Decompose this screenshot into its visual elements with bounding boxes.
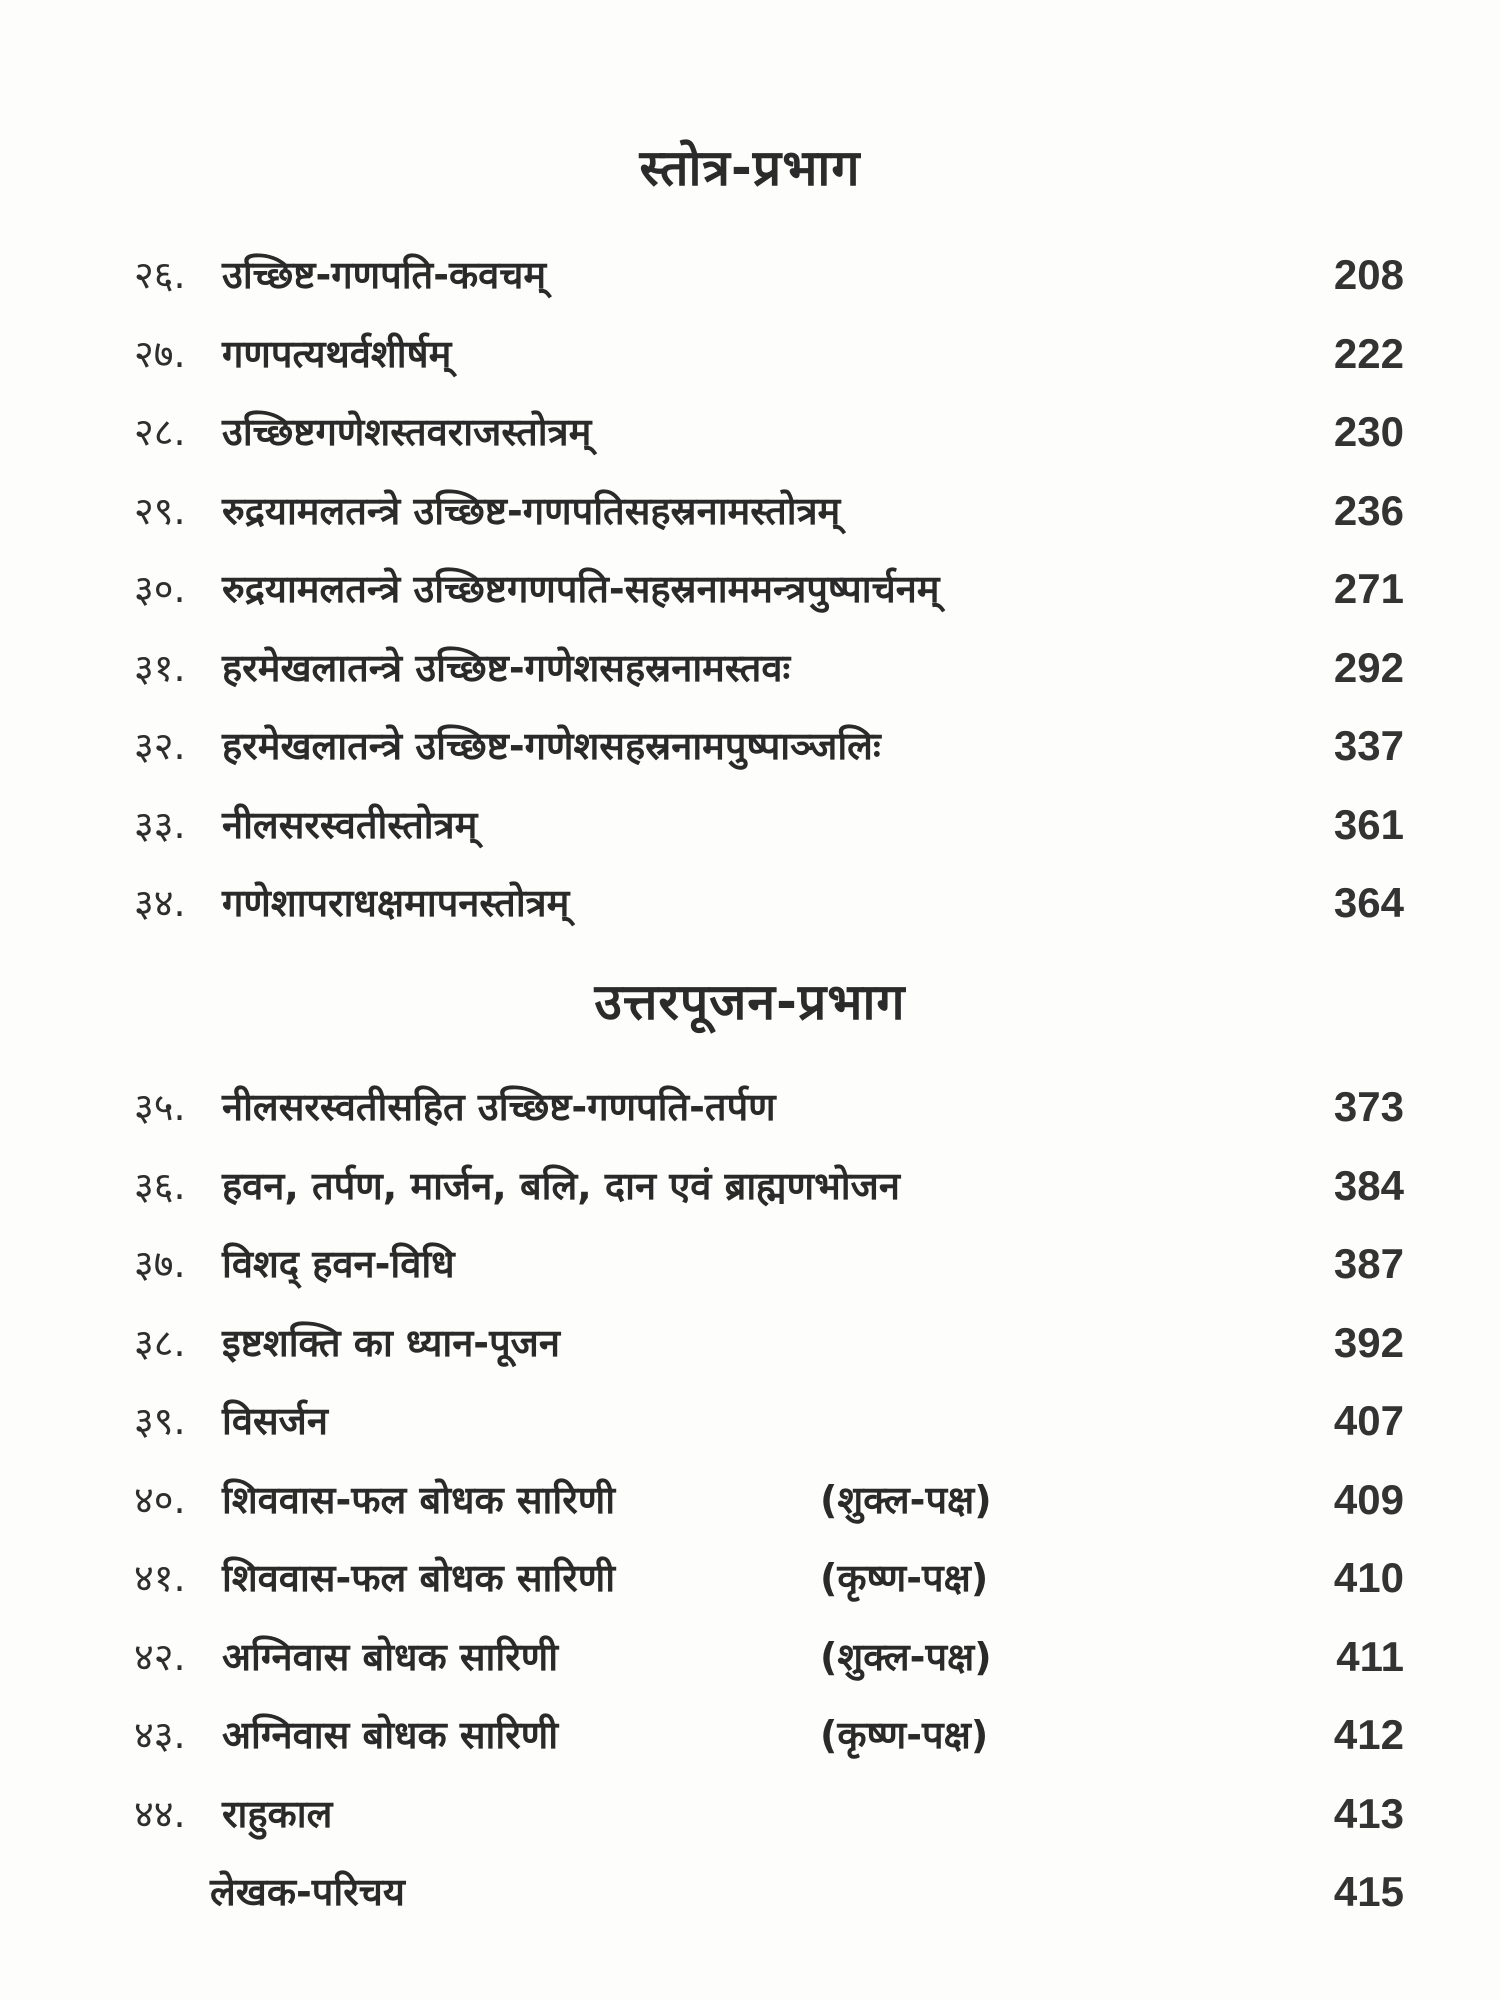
entry-number: ३९. (134, 1399, 186, 1443)
toc-entry (0, 1386, 1500, 1456)
entry-page-number: 387 (1333, 1240, 1404, 1287)
toc-entry (0, 1072, 1500, 1142)
entry-page-number: 384 (1333, 1162, 1404, 1209)
entry-page-number: 337 (1333, 722, 1404, 769)
entry-number: ४२. (134, 1635, 186, 1679)
entry-page-number: 292 (1333, 644, 1404, 691)
toc-entry (0, 633, 1500, 703)
entry-title: हवन, तर्पण, मार्जन, बलि, दान एवं ब्राह्मणभोजन (222, 1164, 900, 1208)
entry-title: नीलसरस्वतीस्तोत्रम् (222, 803, 478, 847)
entry-page-number: 222 (1333, 330, 1404, 377)
entry-number: ३१. (134, 646, 186, 690)
entry-title: गणेशापराधक्षमापनस्तोत्रम् (222, 881, 570, 925)
entry-title: उच्छिष्ट-गणपति-कवचम् (222, 253, 547, 297)
entry-title: लेखक-परिचय (210, 1870, 405, 1914)
entry-page-number: 407 (1333, 1397, 1404, 1444)
entry-title: इष्टशक्ति का ध्यान-पूजन (222, 1321, 560, 1365)
entry-number: ३२. (134, 724, 186, 768)
entry-page-number: 392 (1333, 1319, 1404, 1366)
toc-entry (0, 868, 1500, 938)
entry-title: अग्निवास बोधक सारिणी (222, 1635, 559, 1679)
toc-entry (0, 319, 1500, 389)
entry-page-number: 364 (1333, 879, 1404, 926)
entry-title: रुद्रयामलतन्त्रे उच्छिष्टगणपति-सहस्रनाममन्त्रपुष्पार्चनम् (222, 567, 940, 611)
entry-number: ३८. (134, 1321, 186, 1365)
toc-entry (0, 1857, 1500, 1927)
entry-title: उच्छिष्टगणेशस्तवराजस्तोत्रम् (222, 410, 592, 454)
entry-page-number: 411 (1336, 1633, 1404, 1680)
toc-entry (0, 1779, 1500, 1849)
toc-entry (0, 790, 1500, 860)
entry-paksha: (शुक्ल-पक्ष) (820, 1478, 992, 1522)
entry-page-number: 230 (1333, 408, 1404, 455)
entry-page-number: 236 (1333, 487, 1404, 534)
entry-paksha: (कृष्ण-पक्ष) (820, 1556, 989, 1600)
entry-title: गणपत्यथर्वशीर्षम् (222, 332, 452, 376)
entry-title: नीलसरस्वतीसहित उच्छिष्ट-गणपति-तर्पण (222, 1085, 776, 1129)
entry-page-number: 361 (1333, 801, 1404, 848)
toc-entry (0, 1308, 1500, 1378)
entry-page-number: 373 (1333, 1083, 1404, 1130)
toc-entry (0, 397, 1500, 467)
entry-page-number: 413 (1333, 1790, 1404, 1837)
toc-entry (0, 476, 1500, 546)
entry-number: २८. (134, 410, 186, 454)
entry-page-number: 410 (1333, 1554, 1404, 1601)
entry-page-number: 412 (1333, 1711, 1404, 1758)
entry-number: ४०. (134, 1478, 186, 1522)
entry-title: शिववास-फल बोधक सारिणी (222, 1478, 616, 1522)
entry-number: ३५. (134, 1085, 186, 1129)
toc-entry (0, 240, 1500, 310)
entry-title: रुद्रयामलतन्त्रे उच्छिष्ट-गणपतिसहस्रनामस्तोत्रम् (222, 489, 841, 533)
entry-number: ३६. (134, 1164, 186, 1208)
entry-page-number: 409 (1333, 1476, 1404, 1523)
entry-page-number: 208 (1333, 251, 1404, 298)
entry-number: ४४. (134, 1792, 186, 1836)
toc-entry (0, 1700, 1500, 1770)
entry-paksha: (शुक्ल-पक्ष) (820, 1635, 992, 1679)
entry-title: राहुकाल (222, 1792, 333, 1836)
toc-entry (0, 1622, 1500, 1692)
toc-entry (0, 1151, 1500, 1221)
section-heading-stotra: स्तोत्र-प्रभाग (639, 139, 861, 197)
entry-number: ३७. (134, 1242, 186, 1286)
entry-title: विशद् हवन-विधि (222, 1242, 455, 1286)
entry-page-number: 415 (1333, 1868, 1404, 1915)
entry-number: ३३. (134, 803, 186, 847)
toc-entry (0, 554, 1500, 624)
entry-title: हरमेखलातन्त्रे उच्छिष्ट-गणेशसहस्रनामस्तवः (222, 646, 791, 690)
entry-title: विसर्जन (222, 1399, 328, 1443)
entry-number: ३०. (134, 567, 186, 611)
toc-entry (0, 711, 1500, 781)
entry-title: अग्निवास बोधक सारिणी (222, 1713, 559, 1757)
entry-page-number: 271 (1333, 565, 1404, 612)
entry-number: ४१. (134, 1556, 186, 1600)
entry-title: हरमेखलातन्त्रे उच्छिष्ट-गणेशसहस्रनामपुष्पाञ्जलिः (222, 724, 881, 768)
entry-paksha: (कृष्ण-पक्ष) (820, 1713, 989, 1757)
entry-number: २७. (134, 332, 186, 376)
entry-number: ४३. (134, 1713, 186, 1757)
entry-title: शिववास-फल बोधक सारिणी (222, 1556, 616, 1600)
entry-number: २९. (134, 489, 186, 533)
entry-number: ३४. (134, 881, 186, 925)
section-heading-uttarpujan: उत्तरपूजन-प्रभाग (594, 973, 906, 1031)
toc-entry (0, 1543, 1500, 1613)
entry-number: २६. (134, 253, 186, 297)
toc-entry (0, 1465, 1500, 1535)
toc-entry (0, 1229, 1500, 1299)
